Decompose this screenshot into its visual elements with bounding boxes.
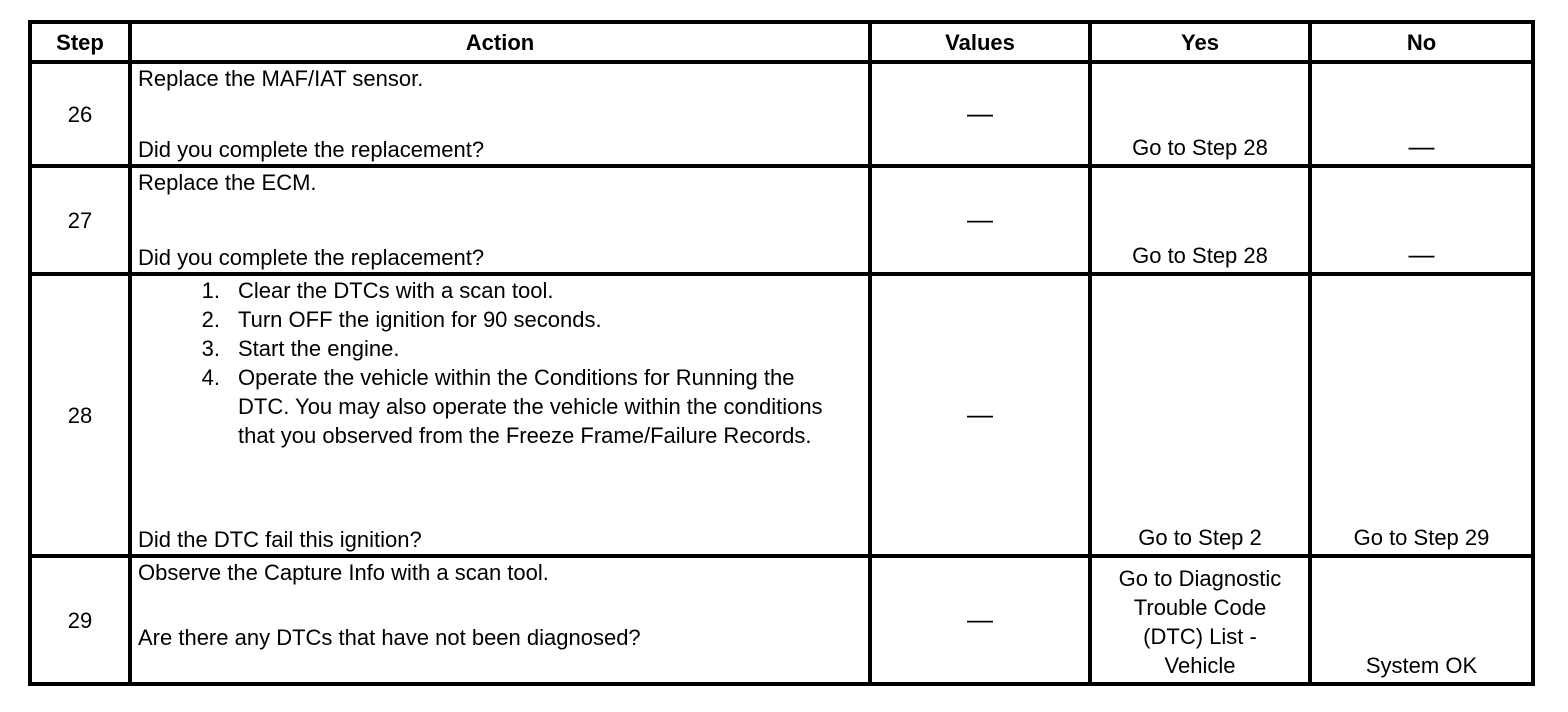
action-question: Did the DTC fail this ignition? bbox=[138, 527, 422, 552]
values-dash: — bbox=[967, 204, 993, 234]
table-row bbox=[30, 166, 1533, 274]
list-number: 4. bbox=[201, 365, 220, 390]
values-cell bbox=[870, 62, 1090, 166]
table-row bbox=[30, 274, 1533, 556]
no-cell: Go to Step 29 bbox=[1310, 274, 1533, 556]
list-number: 2. bbox=[201, 307, 220, 332]
list-text: Start the engine. bbox=[238, 336, 400, 361]
values-cell bbox=[870, 166, 1090, 274]
header-values: Values bbox=[870, 22, 1090, 62]
yes-cell: Go to Diagnostic Trouble Code (DTC) List - Vehicle bbox=[1090, 556, 1310, 684]
action-text: Observe the Capture Info with a scan tool. bbox=[138, 560, 549, 585]
table-row bbox=[30, 556, 1533, 684]
values-dash: — bbox=[967, 399, 993, 429]
step-number: 27 bbox=[30, 166, 130, 274]
header-action: Action bbox=[130, 22, 870, 62]
no-cell: System OK bbox=[1310, 556, 1533, 684]
yes-cell: Go to Step 28 bbox=[1090, 62, 1310, 166]
action-text: Replace the MAF/IAT sensor. bbox=[138, 66, 424, 91]
action-question: Did you complete the replacement? bbox=[138, 137, 485, 162]
no-cell bbox=[1310, 166, 1533, 274]
diagnostic-table bbox=[28, 20, 1535, 686]
action-cell bbox=[130, 166, 870, 274]
list-text: Clear the DTCs with a scan tool. bbox=[238, 278, 554, 303]
values-dash: — bbox=[967, 98, 993, 128]
values-cell bbox=[870, 556, 1090, 684]
header-no: No bbox=[1310, 22, 1533, 62]
no-dash: — bbox=[1408, 239, 1435, 269]
list-item bbox=[138, 363, 862, 450]
table-row bbox=[30, 62, 1533, 166]
list-number: 3. bbox=[201, 336, 220, 361]
step-number: 26 bbox=[30, 62, 130, 166]
action-cell bbox=[130, 62, 870, 166]
step-number: 28 bbox=[30, 274, 130, 556]
list-text: Turn OFF the ignition for 90 seconds. bbox=[238, 307, 602, 332]
action-cell bbox=[130, 274, 870, 556]
header-yes: Yes bbox=[1090, 22, 1310, 62]
header-step: Step bbox=[30, 22, 130, 62]
list-text: Operate the vehicle within the Conditions for Running the DTC. You may also operate the vehicle within the conditions that you observed from the Freeze Frame/Failure Records. bbox=[238, 365, 823, 448]
no-cell bbox=[1310, 62, 1533, 166]
action-question: Did you complete the replacement? bbox=[138, 245, 485, 270]
list-item bbox=[138, 276, 862, 305]
list-item bbox=[138, 334, 862, 363]
no-dash: — bbox=[1408, 131, 1435, 161]
values-dash: — bbox=[967, 604, 993, 634]
action-cell bbox=[130, 556, 870, 684]
yes-cell: Go to Step 28 bbox=[1090, 166, 1310, 274]
values-cell bbox=[870, 274, 1090, 556]
list-item bbox=[138, 305, 862, 334]
step-number: 29 bbox=[30, 556, 130, 684]
action-step-list bbox=[138, 276, 862, 450]
yes-cell: Go to Step 2 bbox=[1090, 274, 1310, 556]
list-number: 1. bbox=[201, 278, 220, 303]
action-question: Are there any DTCs that have not been diagnosed? bbox=[138, 625, 641, 650]
action-text: Replace the ECM. bbox=[138, 170, 317, 195]
header-row bbox=[30, 22, 1533, 62]
